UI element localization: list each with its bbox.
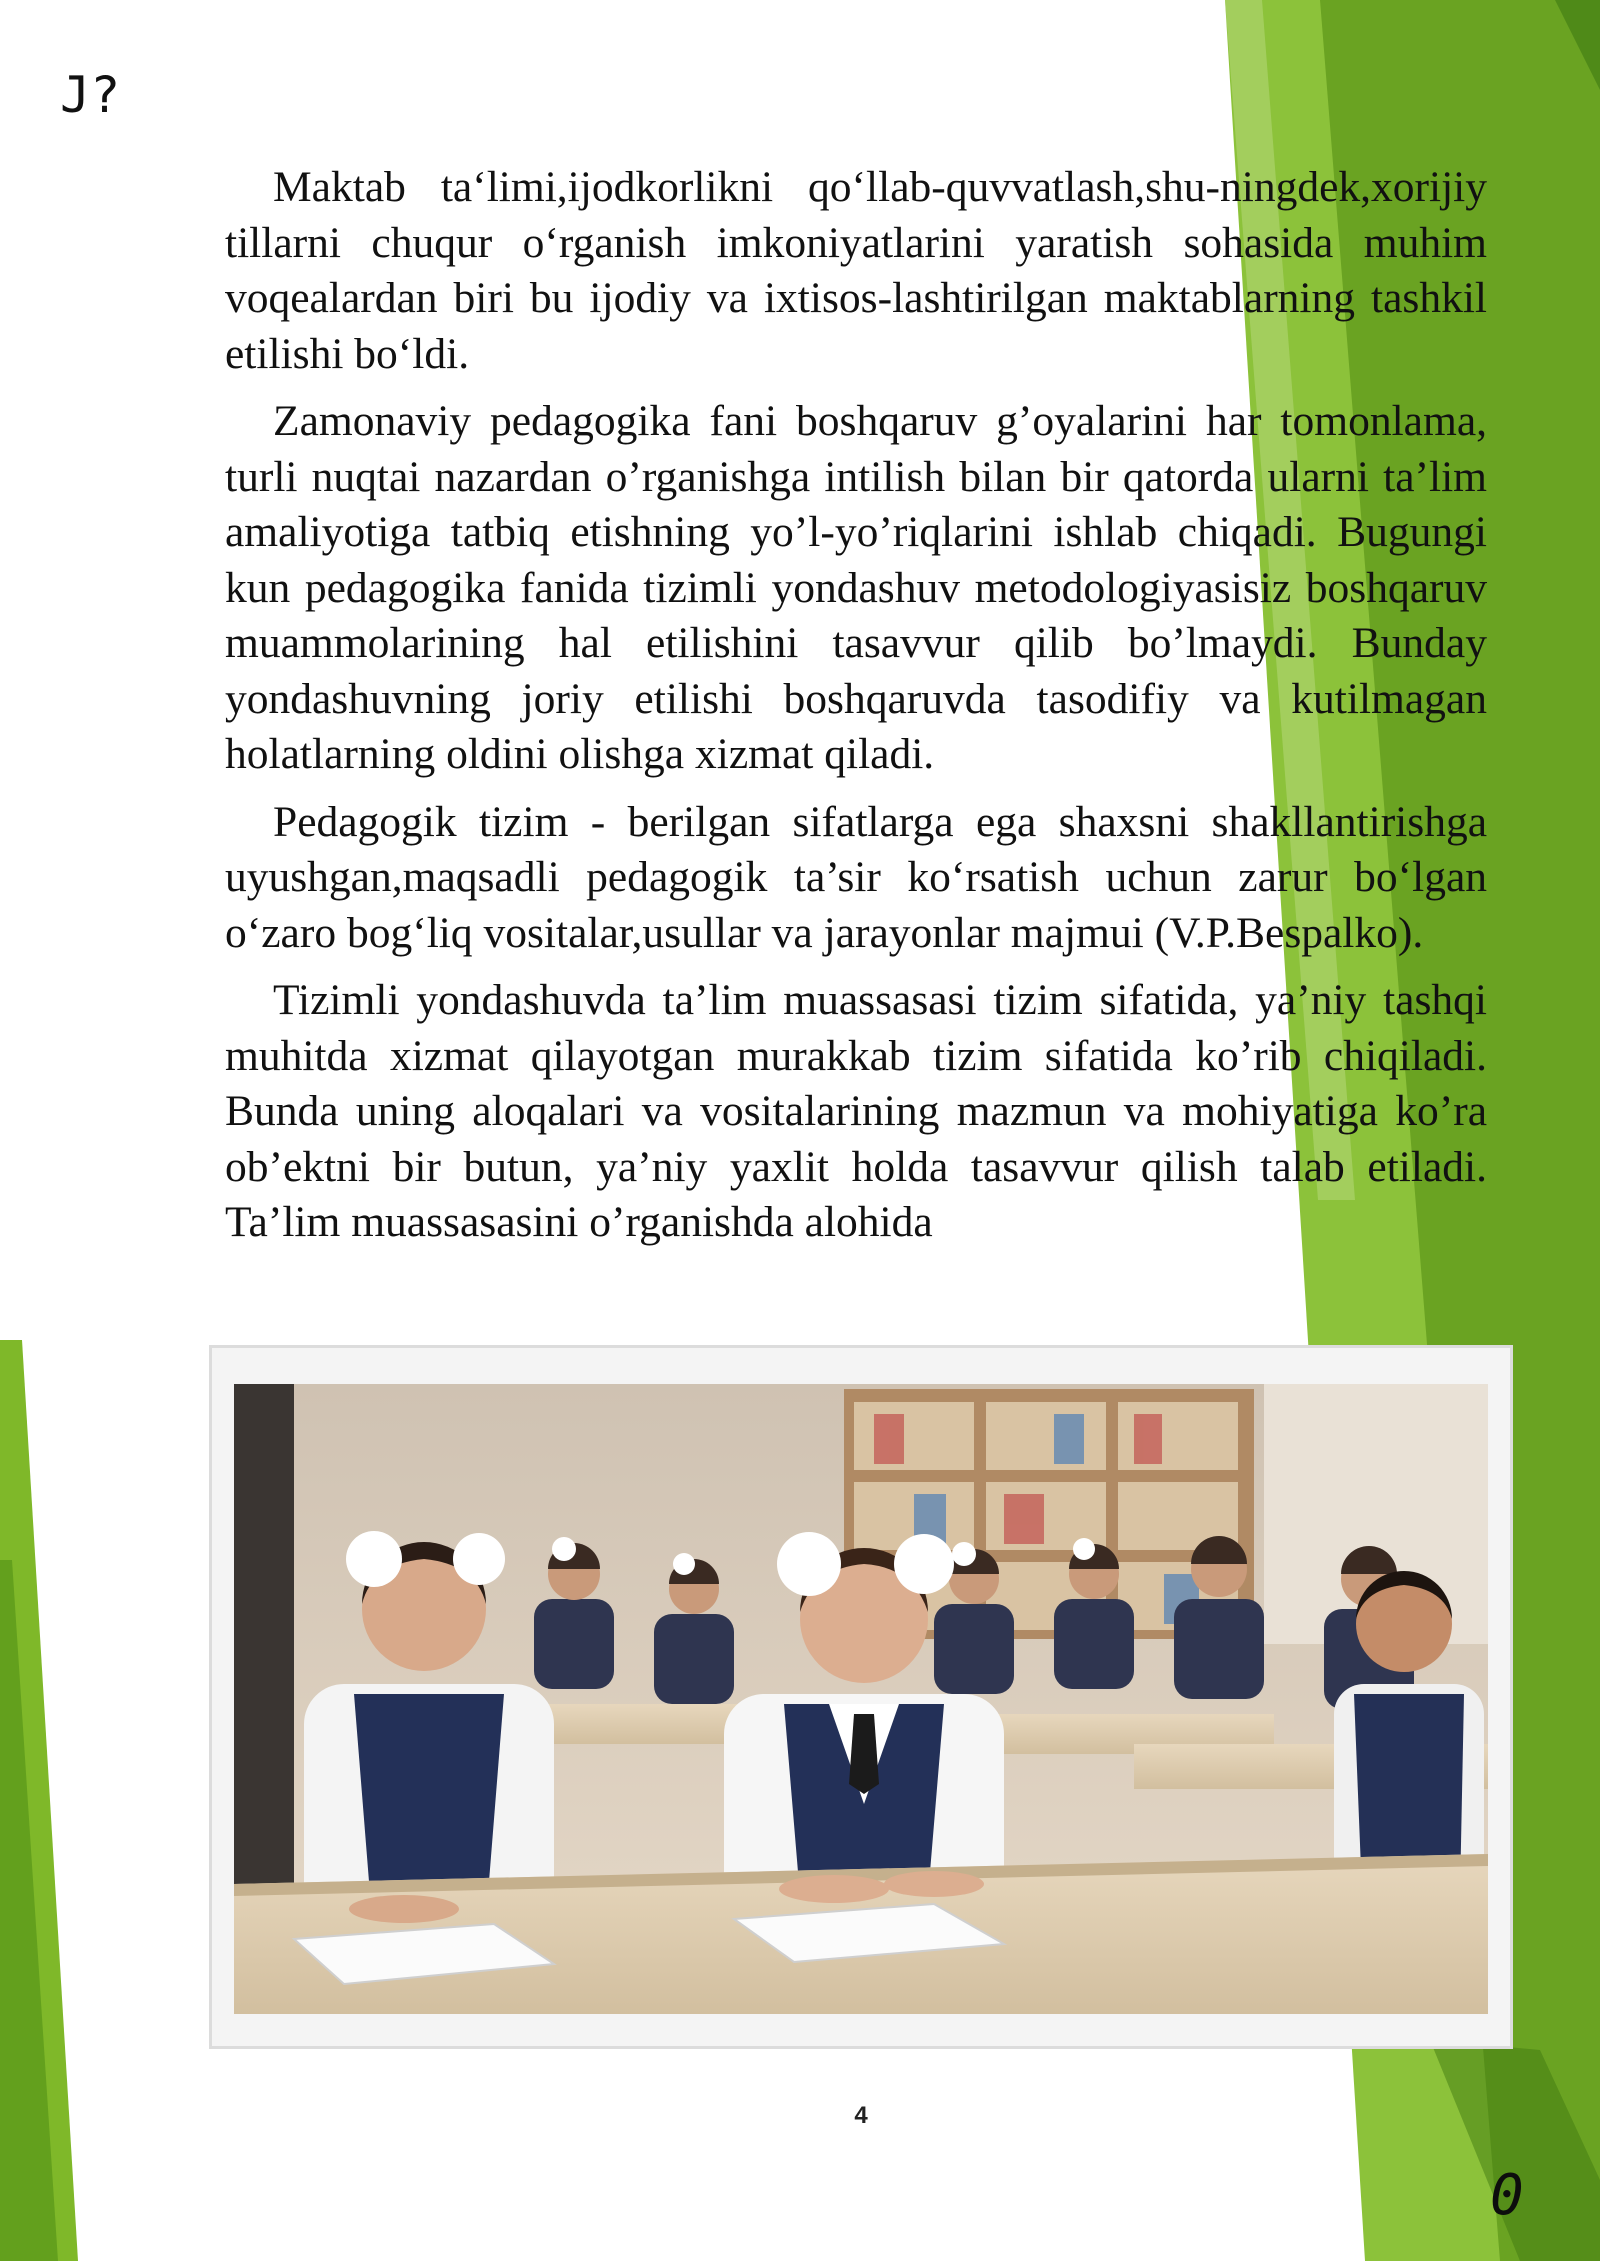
body-text [225, 160, 1487, 1263]
classroom-photo [234, 1384, 1488, 2014]
page-number: 4 [854, 2102, 868, 2129]
paragraph-2: Zamonaviy pedagogika fani boshqaruv g’oyalarini har tomonlama, turli nuqtai nazardan o’rganishga intilish bilan bir qatorda ularni ta’lim amaliyotiga tatbiq etishning yo’l-yo’riqlarini ishlab chiqadi. Bugungi kun pedagogika fanida tizimli yondashuv metodologiyasisiz boshqaruv muammolarining hal etilishini tasavvur qilib bo’lmaydi. Bunday yondashuvning joriy etilishi boshqaruvda tasodifiy va kutilmagan holatlarning oldini olishga xizmat qiladi. [225, 397, 1487, 778]
paragraph-3: Pedagogik tizim - berilgan sifatlarga ega shaxsni shakllantirishga uyushgan,maqsadli pedagogik ta’sir ko‘rsatish uchun zarur bo‘lgan o‘zaro bog‘liq vositalar,usullar va jarayonlar majmui (V.P.Bespalko). [225, 797, 1487, 957]
corner-glyph: 0 [1490, 2163, 1524, 2228]
corner-mark: J? [60, 66, 121, 124]
paragraph-1: Maktab taʻlimi,ijodkorlikni qo‘llab-quvvatlash,shu-ningdek,xorijiy tillarni chuqur o‘rganish imkoniyatlarini yaratish sohasida muhim voqealardan biri bu ijodiy va ixtisos-lashtirilgan maktablarning tashkil etilishi bo‘ldi. [225, 163, 1487, 378]
paragraph-4: Tizimli yondashuvda ta’lim muassasasi tizim sifatida, ya’niy tashqi muhitda xizmat qilayotgan murakkab tizim sifatida ko’rib chiqiladi. Bunda uning aloqalari va vositalarining mazmun va mohiyatiga ko’ra ob’ektni bir butun, ya’niy yaxlit holda tasavvur qilish talab etiladi. Ta’lim muassasasini o’rganishda alohida [225, 976, 1487, 1246]
photo-frame [212, 1348, 1510, 2046]
